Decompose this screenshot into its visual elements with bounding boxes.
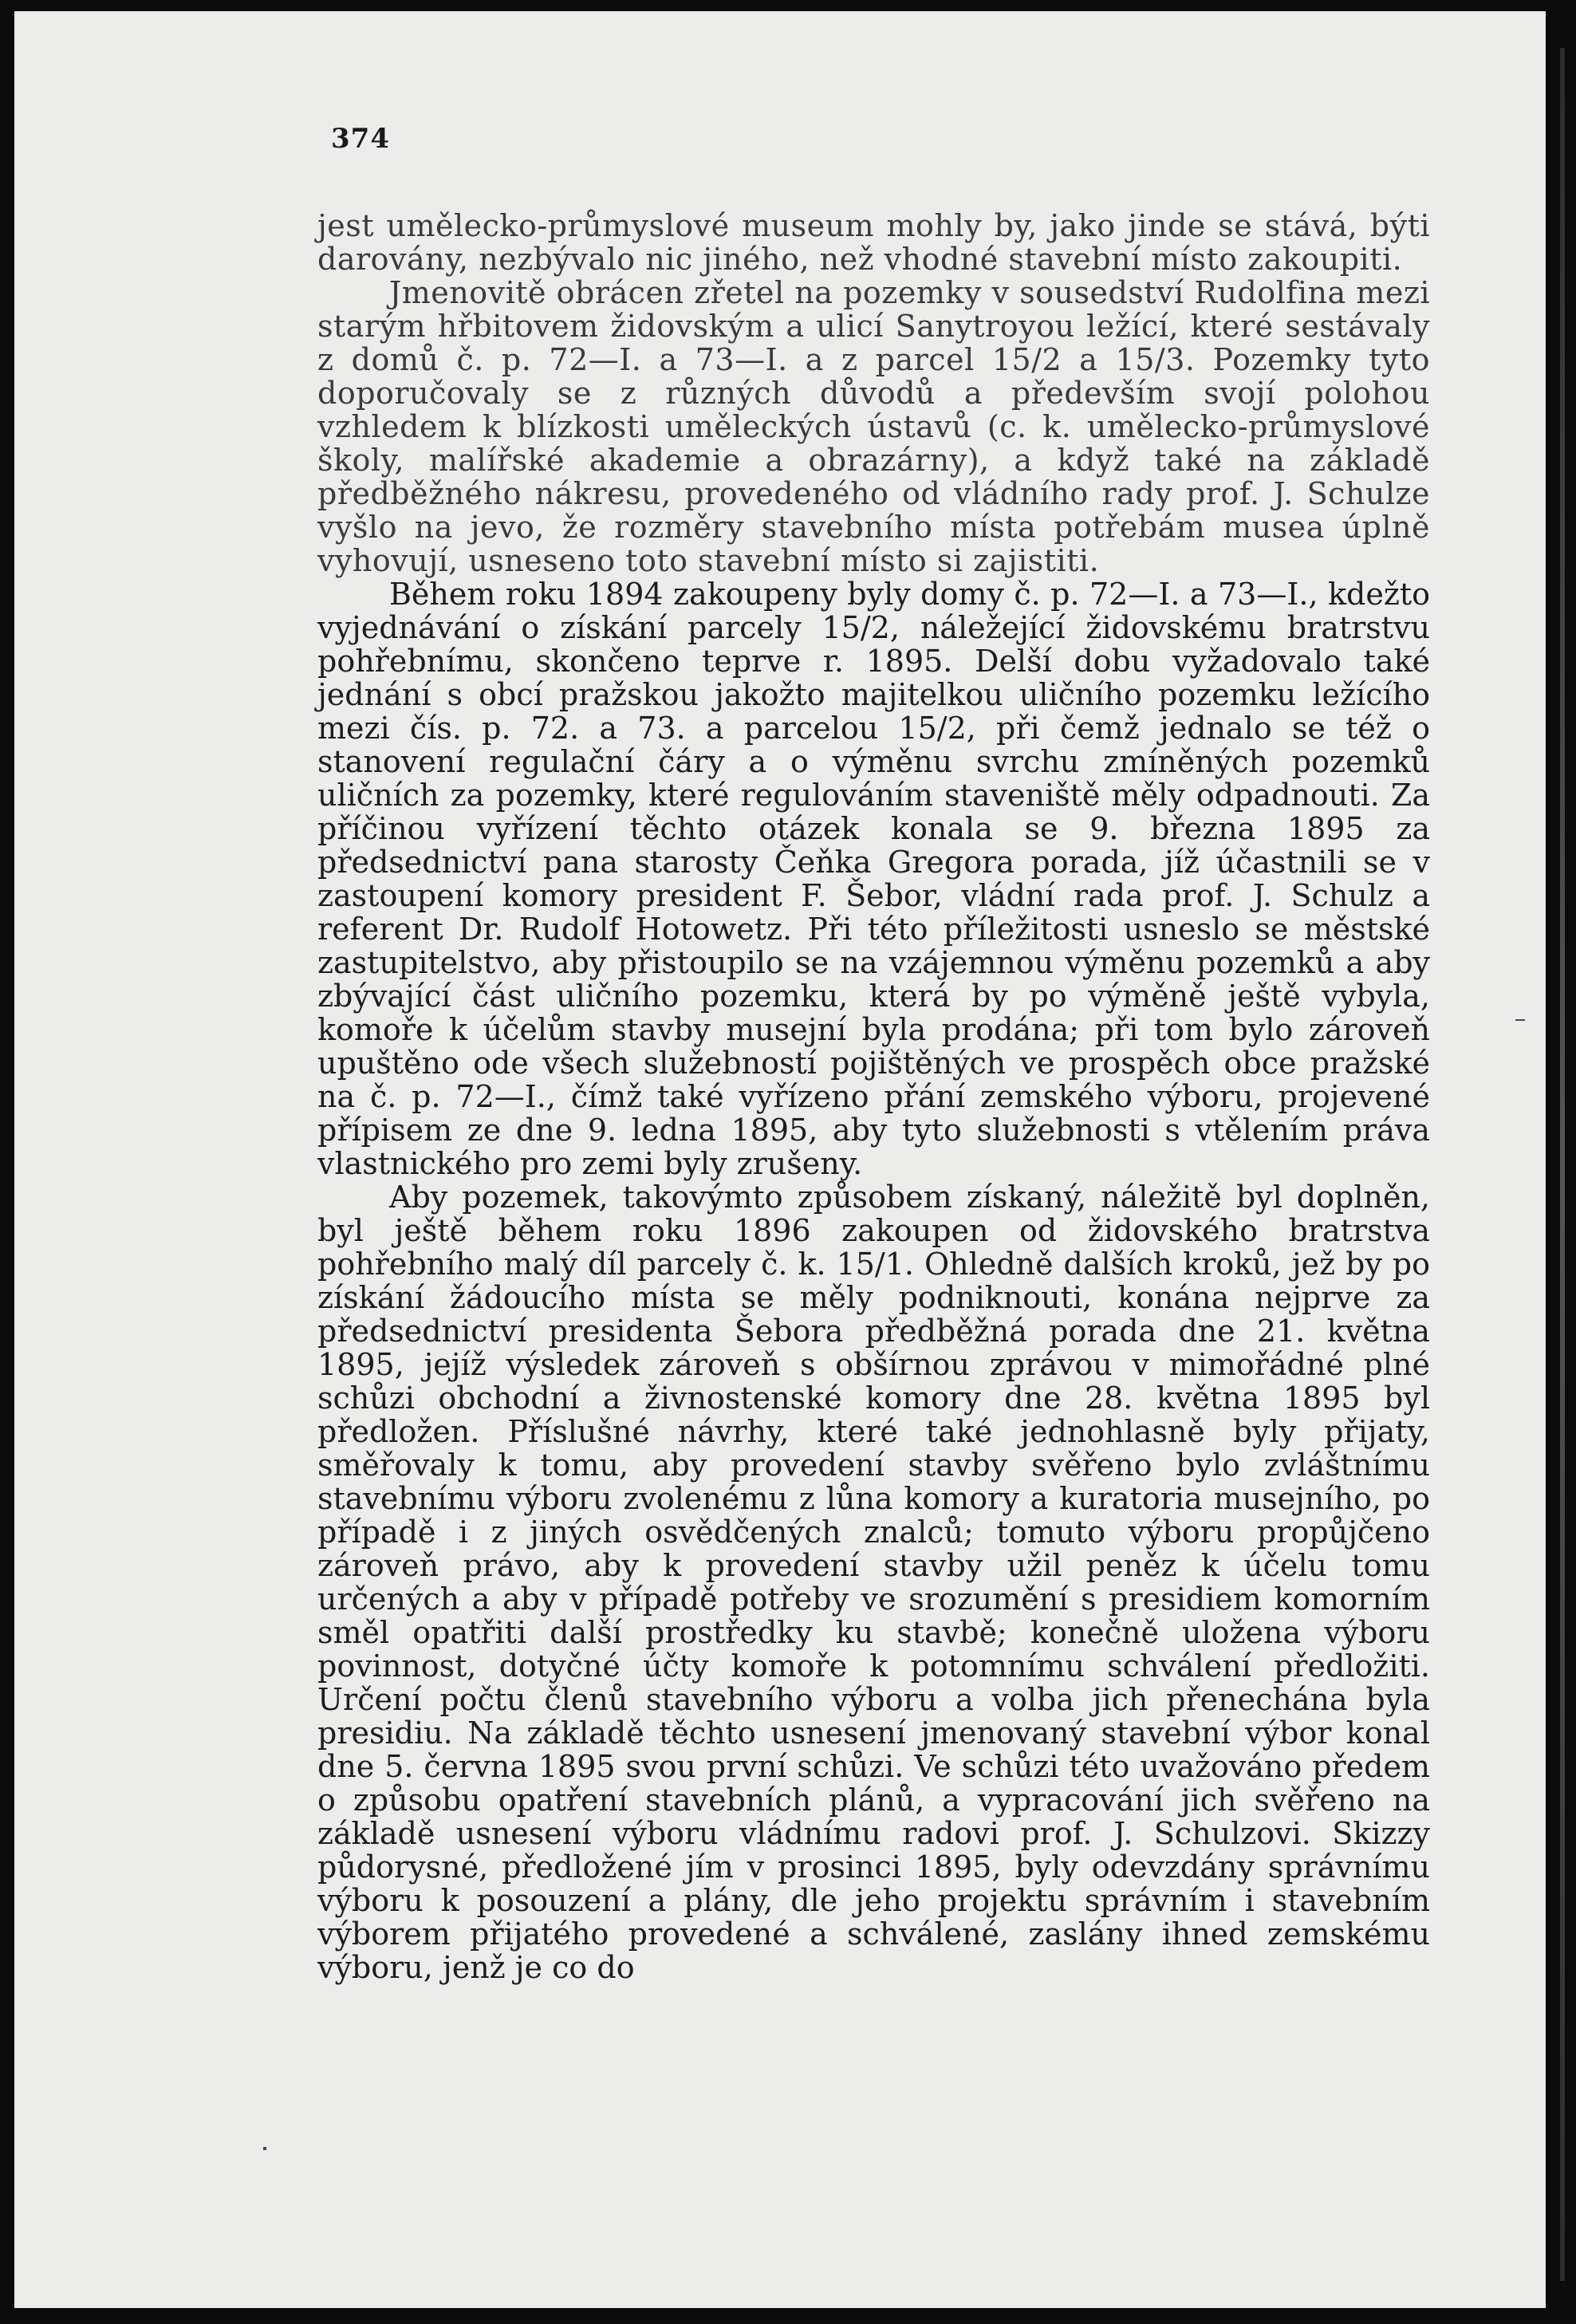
book-page: [14, 11, 1546, 2308]
paragraph-2: Jmenovitě obrácen zřetel na pozemky v sousedství Rudolfina mezi starým hřbitovem židovským a ulicí Sanytroyou ležící, které sestávaly z domů č. p. 72—I. a 73—I. a z parcel 15/2 a 15/3. Pozemky tyto doporučovaly se z různých důvodů a především svojí polohou vzhledem k blízkosti uměleckých ústavů (c. k. umělecko-průmyslové školy, malířské akademie a obrazárny), a když také na základě předběžného nákresu, provedeného od vládního rady prof. J. Schulze vyšlo na jevo, že rozměry stavebního místa potřebám musea úplně vyhovují, usneseno toto stavební místo si zajistiti.: [317, 275, 1430, 578]
body-text: [317, 209, 1430, 1984]
scan-speck: [263, 2147, 266, 2150]
page-number: 374: [331, 123, 390, 155]
scan-dash: [1515, 1019, 1525, 1021]
paragraph-4: Aby pozemek, takovýmto způsobem získaný, náležitě byl doplněn, byl ještě během roku 1896 zakoupen od židovského bratrstva pohřebního malý díl parcely č. k. 15/1. Ohledně dalších kroků, jež by po získání žádoucího místa se měly podniknouti, konána nejprve za předsednictví presidenta Šebora předběžná porada dne 21. května 1895, jejíž výsledek zároveň s obšírnou zprávou v mimořádné plné schůzi obchodní a živnostenské komory dne 28. května 1895 byl předložen. Příslušné návrhy, které také jednohlasně byly přijaty, směřovaly k tomu, aby provedení stavby svěřeno bylo zvláštnímu stavebnímu výboru zvolenému z lůna komory a kuratoria musejního, po případě i z jiných osvědčených znalců; tomuto výboru propůjčeno zároveň právo, aby k provedení stavby užil peněz k účelu tomu určených a aby v případě potřeby ve srozumění s presidiem komorním směl opatřiti další prostředky ku stavbě; konečně uložena výboru povinnost, dotyčné účty komoře k potomnímu schválení předložiti. Určení počtu členů stavebního výboru a volba jich přenechána byla presidiu. Na základě těchto usnesení jmenovaný stavební výbor konal dne 5. června 1895 svou první schůzi. Ve schůzi této uvažováno předem o způsobu opatření stavebních plánů, a vypracování jich svěřeno na základě usnesení výboru vládnímu radovi prof. J. Schulzovi. Skizzy půdorysné, předložené jím v prosinci 1895, byly odevzdány správnímu výboru k posouzení a plány, dle jeho projektu správním i stavebním výborem přijatého provedené a schválené, zaslány ihned zemskému výboru, jenž je co do: [317, 1180, 1430, 1985]
paragraph-1: jest umělecko-průmyslové museum mohly by, jako jinde se stává, býti darovány, nezbývalo nic jiného, než vhodné stavební místo zakoupiti.: [317, 208, 1430, 277]
page-edge-shadow: [1560, 48, 1565, 2281]
paragraph-3: Během roku 1894 zakoupeny byly domy č. p. 72—I. a 73—I., kdežto vyjednávání o získání parcely 15/2, náležející židovskému bratrstvu pohřebnímu, skončeno teprve r. 1895. Delší dobu vyžadovalo také jednání s obcí pražskou jakožto majitelkou uličního pozemku ležícího mezi čís. p. 72. a 73. a parcelou 15/2, při čemž jednalo se též o stanovení regulační čáry a o výměnu svrchu zmíněných pozemků uličních za pozemky, které regulováním staveniště měly odpadnouti. Za příčinou vyřízení těchto otázek konala se 9. března 1895 za předsednictví pana starosty Čeňka Gregora porada, jíž účastnili se v zastoupení komory president F. Šebor, vládní rada prof. J. Schulz a referent Dr. Rudolf Hotowetz. Při této příležitosti usneslo se městské zastupitelstvo, aby přistoupilo se na vzájemnou výměnu pozemků a aby zbývající část uličního pozemku, která by po výměně ještě vybyla, komoře k účelům stavby musejní byla prodána; při tom bylo zároveň upuštěno ode všech služebností pojištěných ve prospěch obce pražské na č. p. 72—I., čímž také vyřízeno přání zemského výboru, projevené přípisem ze dne 9. ledna 1895, aby tyto služebnosti s vtělením práva vlastnického pro zemi byly zrušeny.: [317, 577, 1430, 1181]
